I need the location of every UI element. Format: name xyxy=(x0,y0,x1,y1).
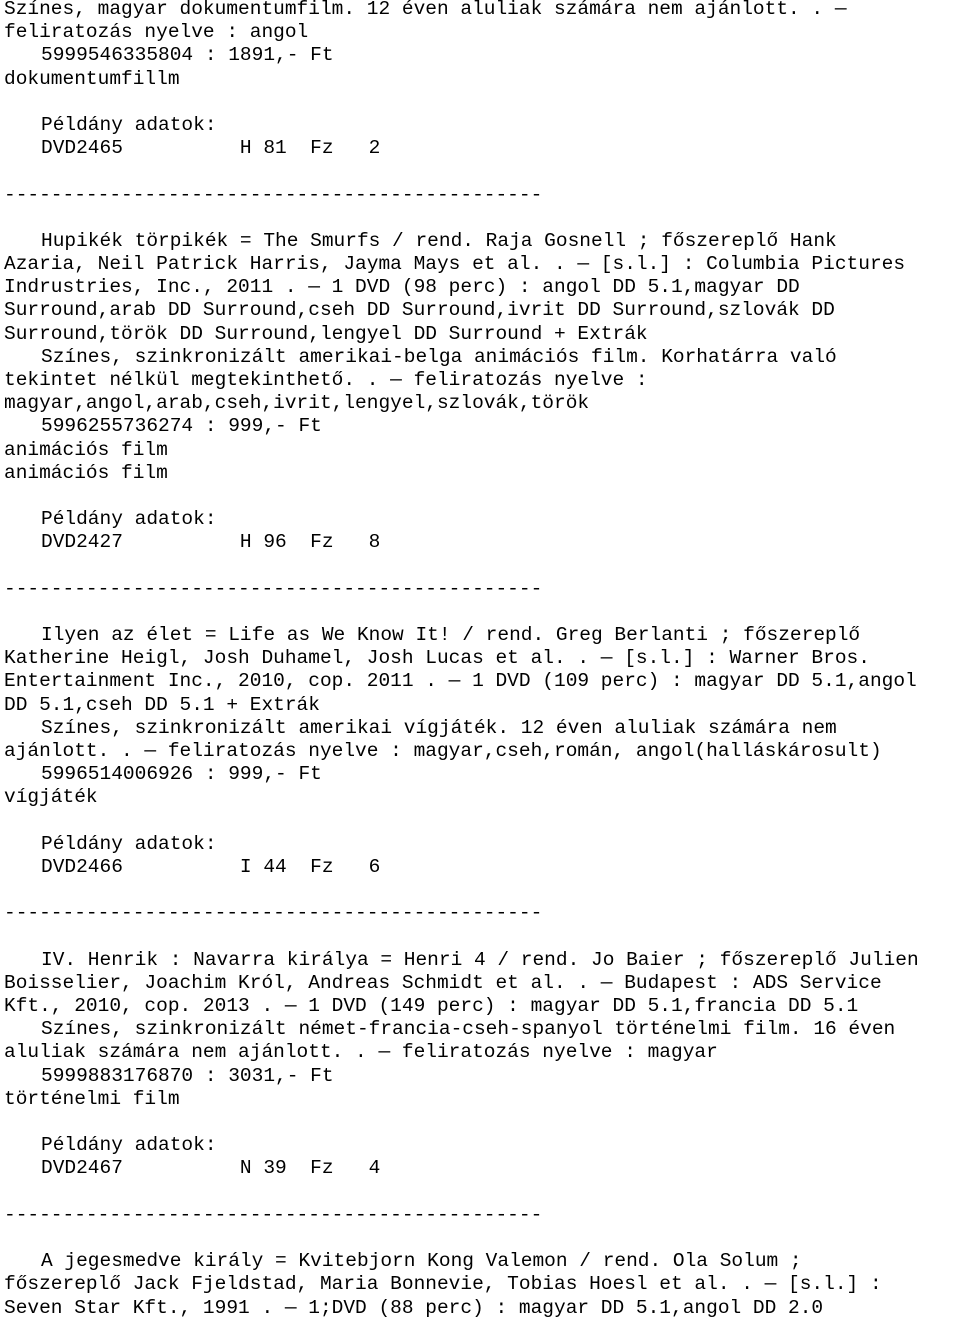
record-5-line-1: A jegesmedve király = Kvitebjorn Kong Valemon / rend. Ola Solum ; xyxy=(41,1250,802,1273)
blank-line xyxy=(4,160,960,183)
record-1-separator: ---------------------------------------------- xyxy=(4,183,543,206)
record-3-line-1: Ilyen az élet = Life as We Know It! / rend. Greg Berlanti ; főszereplő xyxy=(41,624,861,647)
record-2-line-7: tekintet nélkül megtekinthető. . — feliratozás nyelve : xyxy=(4,369,648,391)
record-2-line-4: Surround,arab DD Surround,cseh DD Surround,ivrit DD Surround,szlovák DD xyxy=(4,299,835,322)
blank-line xyxy=(4,926,960,949)
record-3-line-6: ajánlott. . — feliratozás nyelve : magyar,cseh,román, angol(halláskárosult) xyxy=(4,740,882,762)
record-2-line-1: Hupikék törpikék = The Smurfs / rend. Raja Gosnell ; főszereplő Hank xyxy=(41,229,837,252)
record-2-copy-header: Példány adatok: xyxy=(41,508,217,531)
record-4-line-2: Boisselier, Joachim Król, Andreas Schmidt et al. . — Budapest : ADS Service xyxy=(4,971,882,994)
blank-line xyxy=(4,601,960,624)
blank-line xyxy=(4,1227,960,1250)
record-2-line-3: Indrustries, Inc., 2011 . — 1 DVD (98 perc) : angol DD 5.1,magyar DD xyxy=(4,276,800,299)
record-4-copy-header: Példány adatok: xyxy=(41,1134,217,1157)
record-4-line-4: Színes, szinkronizált német-francia-cseh-spanyol történelmi film. 16 éven xyxy=(41,1018,896,1041)
record-3-line-3: Entertainment Inc., 2010, cop. 2011 . — 1 DVD (109 perc) : magyar DD 5.1,angol xyxy=(4,670,917,693)
record-3-line-5: Színes, szinkronizált amerikai vígjáték. 12 éven aluliak számára nem xyxy=(41,716,837,739)
blank-line xyxy=(4,207,960,230)
record-1-copy-row: DVD2465 H 81 Fz 2 xyxy=(41,137,381,160)
record-1-line-3: 5999546335804 : 1891,- Ft xyxy=(41,44,334,67)
record-4-line-5: aluliak számára nem ajánlott. . — feliratozás nyelve : magyar xyxy=(4,1041,718,1064)
catalog-page xyxy=(4,0,960,1320)
record-3-line-7: 5996514006926 : 999,- Ft xyxy=(41,763,322,786)
blank-line xyxy=(4,879,960,902)
record-2-separator: ---------------------------------------------- xyxy=(4,577,543,600)
record-3-line-2: Katherine Heigl, Josh Duhamel, Josh Lucas et al. . — [s.l.] : Warner Bros. xyxy=(4,647,870,670)
record-3-copy-row: DVD2466 I 44 Fz 6 xyxy=(41,855,381,878)
record-2-line-9: 5996255736274 : 999,- Ft xyxy=(41,415,322,438)
record-1-line-1: Színes, magyar dokumentumfilm. 12 éven aluliak számára nem ajánlott. . — xyxy=(4,0,847,20)
record-5-line-2: főszereplő Jack Fjeldstad, Maria Bonnevie, Tobias Hoesl et al. . — [s.l.] : xyxy=(4,1273,882,1296)
record-5-line-3: Seven Star Kft., 1991 . — 1;DVD (88 perc) : magyar DD 5.1,angol DD 2.0 xyxy=(4,1296,824,1319)
record-1-line-4: dokumentumfillm xyxy=(4,67,180,90)
blank-line xyxy=(4,1111,960,1134)
record-1-line-2: feliratozás nyelve : angol xyxy=(4,21,309,44)
record-4-separator: ---------------------------------------------- xyxy=(4,1203,543,1226)
record-3-line-8: vígjáték xyxy=(4,786,98,809)
record-4-copy-row: DVD2467 N 39 Fz 4 xyxy=(41,1157,381,1180)
record-2-line-6: Színes, szinkronizált amerikai-belga animációs film. Korhatárra való xyxy=(41,345,837,368)
record-1-copy-header: Példány adatok: xyxy=(41,113,217,136)
record-2-copy-row: DVD2427 H 96 Fz 8 xyxy=(41,531,381,554)
record-3-separator: ---------------------------------------------- xyxy=(4,902,543,925)
blank-line xyxy=(4,810,960,833)
record-2-line-10: animációs film xyxy=(4,438,168,461)
record-2-line-11: animációs film xyxy=(4,461,168,484)
blank-line xyxy=(4,555,960,578)
record-4-line-3: Kft., 2010, cop. 2013 . — 1 DVD (149 perc) : magyar DD 5.1,francia DD 5.1 xyxy=(4,995,859,1018)
record-2-line-5: Surround,török DD Surround,lengyel DD Surround + Extrák xyxy=(4,322,648,345)
record-4-line-6: 5999883176870 : 3031,- Ft xyxy=(41,1064,334,1087)
record-2-line-2: Azaria, Neil Patrick Harris, Jayma Mays et al. . — [s.l.] : Columbia Pictures xyxy=(4,253,906,276)
record-2-line-8: magyar,angol,arab,cseh,ivrit,lengyel,szlovák,török xyxy=(4,392,590,415)
record-3-line-4: DD 5.1,cseh DD 5.1 + Extrák xyxy=(4,693,320,716)
blank-line xyxy=(4,485,960,508)
record-4-line-7: történelmi film xyxy=(4,1087,180,1110)
record-4-line-1: IV. Henrik : Navarra királya = Henri 4 / rend. Jo Baier ; főszereplő Julien xyxy=(41,948,919,971)
blank-line xyxy=(4,1181,960,1204)
blank-line xyxy=(4,91,960,114)
record-3-copy-header: Példány adatok: xyxy=(41,832,217,855)
